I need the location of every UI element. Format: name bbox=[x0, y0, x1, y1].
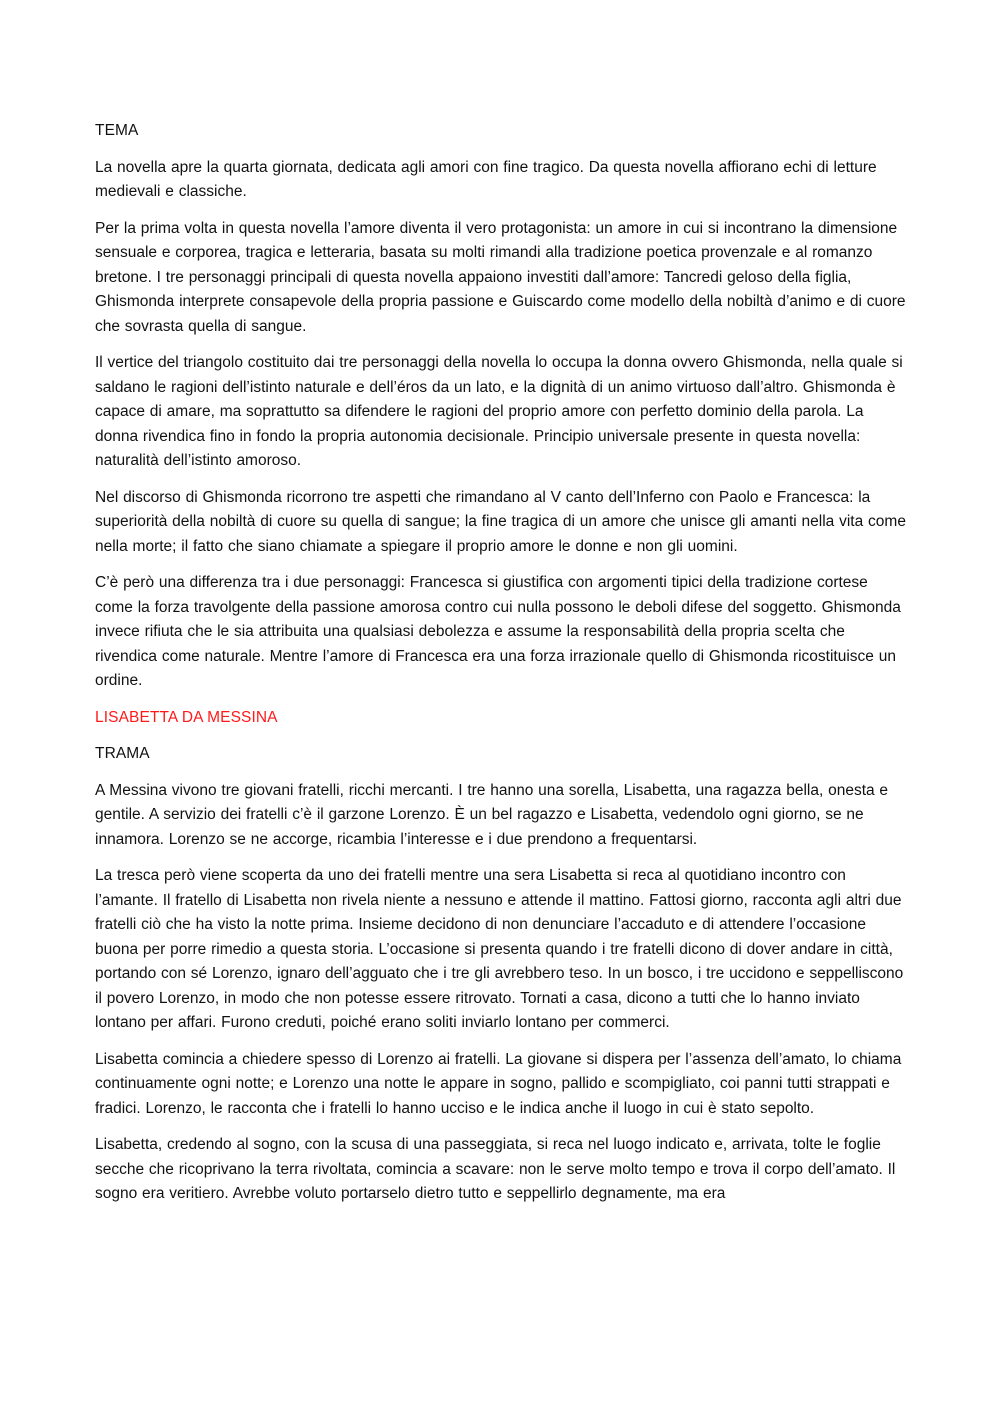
paragraph-tema-4: Nel discorso di Ghismonda ricorrono tre aspetti che rimandano al V canto dell’Inferno con Paolo e Francesca: la superiorità della nobiltà di cuore su quella di sangue; la fine tragica di un amore che unisce gli amanti nella vita come nella morte; il fatto che siano chiamate a spiegare il proprio amore le donne e non gli uomini. bbox=[95, 488, 906, 555]
paragraph-trama-3: Lisabetta comincia a chiedere spesso di Lorenzo ai fratelli. La giovane si dispera per l’assenza dell’amato, lo chiama continuamente ogni notte; e Lorenzo una notte le appare in sogno, pallido e scompigliato, coi panni tutti strappati e fradici. Lorenzo, le racconta che i fratelli lo hanno ucciso e le indica anche il luogo in cui è stato sepolto. bbox=[95, 1050, 902, 1117]
document-page bbox=[95, 119, 910, 1219]
paragraph-trama-4: Lisabetta, credendo al sogno, con la scusa di una passeggiata, si reca nel luogo indicato e, arrivata, tolte le foglie secche che ricoprivano la terra rivoltata, comincia a scavare: non le serve molto tempo e trova il corpo dell’amato. Il sogno era veritiero. Avrebbe voluto portarselo dietro tutto e seppellirlo degnamente, ma era bbox=[95, 1136, 896, 1202]
heading-tema: TEMA bbox=[95, 122, 139, 139]
heading-lisabetta-da-messina: LISABETTA DA MESSINA bbox=[95, 708, 278, 726]
paragraph-tema-2: Per la prima volta in questa novella l’amore diventa il vero protagonista: un amore in cui si incontrano la dimensione sensuale e corporea, tragica e letteraria, basata su molti rimandi alla tradizione poetica provenzale e al romanzo bretone. I tre personaggi principali di questa novella appaiono investiti dall’amore: Tancredi geloso della figlia, Ghismonda interprete consapevole della propria passione e Guiscardo come modello della nobiltà d’animo e di cuore che sovrasta quella di sangue. bbox=[95, 219, 906, 335]
heading-trama: TRAMA bbox=[95, 745, 150, 762]
paragraph-tema-5: C’è però una differenza tra i due personaggi: Francesca si giustifica con argomenti tipici della tradizione cortese come la forza travolgente della passione amorosa contro cui nulla possono le deboli difese del soggetto. Ghismonda invece rifiuta che le sia attribuita una qualsiasi debolezza e assume la responsabilità della propria scelta che rivendica come naturale. Mentre l’amore di Francesca era una forza irrazionale quello di Ghismonda ricostituisce un ordine. bbox=[95, 574, 901, 689]
paragraph-tema-3: Il vertice del triangolo costituito dai tre personaggi della novella lo occupa la donna ovvero Ghismonda, nella quale si saldano le ragioni dell’istinto naturale e dell’éros da un lato, e la dignità di un animo virtuoso dall’altro. Ghismonda è capace di amare, ma soprattutto sa difendere le ragioni del proprio amore con perfetto dominio della parola. La donna rivendica fino in fondo la propria autonomia decisionale. Principio universale presente in questa novella: naturalità dell’istinto amoroso. bbox=[95, 354, 903, 469]
paragraph-trama-2: La tresca però viene scoperta da uno dei fratelli mentre una sera Lisabetta si reca al quotidiano incontro con l’amante. Il fratello di Lisabetta non rivela niente a nessuno e attende il mattino. Fattosi giorno, racconta agli altri due fratelli ciò che ha visto la notte prima. Insieme decidono di non denunciare l’accaduto e di attendere l’occasione buona per porre rimedio a questa storia. L’occasione si presenta quando i tre fratelli dicono di dover andare in città, portando con sé Lorenzo, ignaro dell’agguato che i tre gli avrebbero teso. In un bosco, i tre uccidono e seppelliscono il povero Lorenzo, in modo che non potesse essere ritrovato. Tornati a casa, dicono a tutti che lo hanno inviato lontano per affari. Furono creduti, poiché erano soliti inviarlo lontano per commerci. bbox=[95, 867, 904, 1031]
paragraph-tema-1: La novella apre la quarta giornata, dedicata agli amori con fine tragico. Da questa novella affiorano echi di letture medievali e classiche. bbox=[95, 158, 877, 200]
paragraph-trama-1: A Messina vivono tre giovani fratelli, ricchi mercanti. I tre hanno una sorella, Lisabetta, una ragazza bella, onesta e gentile. A servizio dei fratelli c’è il garzone Lorenzo. È un bel ragazzo e Lisabetta, vedendolo ogni giorno, se ne innamora. Lorenzo se ne accorge, ricambia l’interesse e i due prendono a frequentarsi. bbox=[95, 781, 889, 848]
